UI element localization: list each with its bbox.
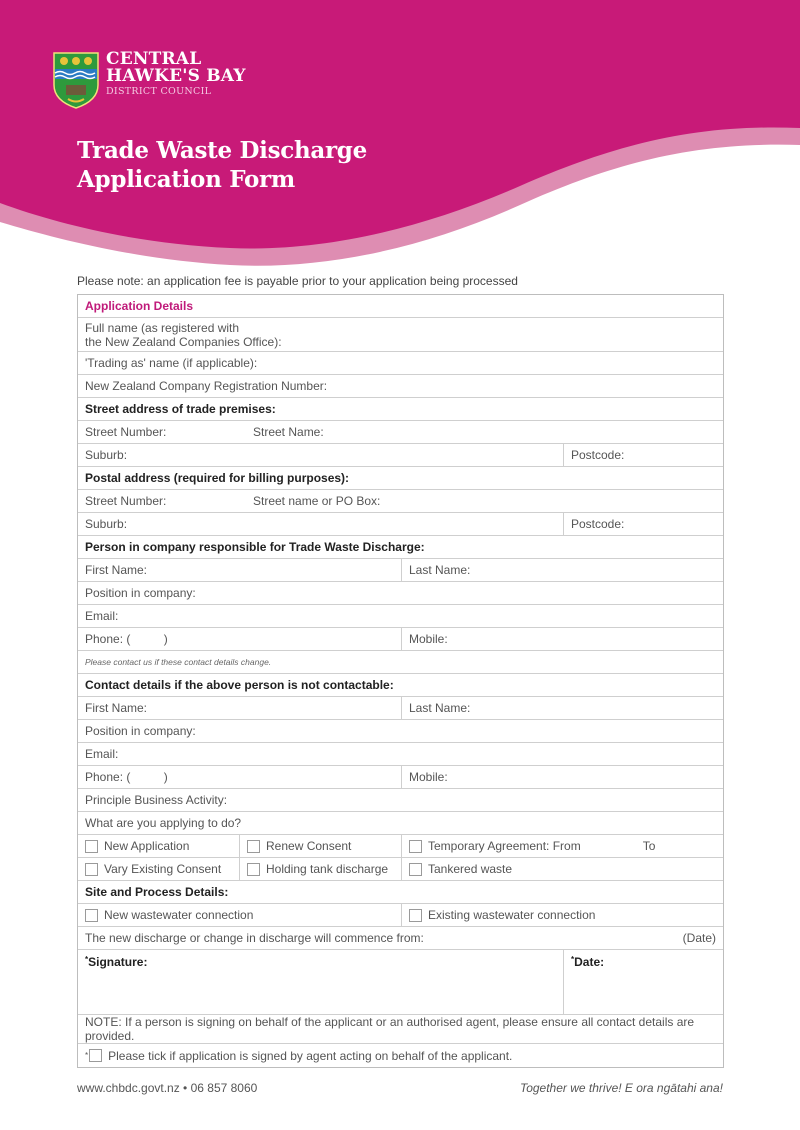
full-name-field[interactable] bbox=[78, 318, 723, 352]
council-logo bbox=[52, 51, 246, 109]
page-title bbox=[77, 136, 367, 194]
postal-street-number-field[interactable]: Street Number: bbox=[85, 494, 167, 508]
title-line2: Application Form bbox=[77, 166, 295, 193]
alt-position-field[interactable] bbox=[78, 720, 723, 743]
section-application-details bbox=[78, 295, 723, 318]
fee-note: Please note: an application fee is payable prior to your application being processed bbox=[77, 274, 518, 288]
street-name-field[interactable]: Street Name: bbox=[253, 425, 324, 439]
postal-postcode-field[interactable]: Postcode: bbox=[563, 513, 723, 535]
section-street-address bbox=[78, 398, 723, 421]
contact-change-note-row bbox=[78, 651, 723, 674]
postcode-field[interactable]: Postcode: bbox=[563, 444, 723, 466]
agent-tick-row bbox=[78, 1044, 723, 1067]
agent-tick-option[interactable]: * Please tick if application is signed by agent acting on behalf of the applicant. bbox=[85, 1048, 513, 1063]
company-registration-label: New Zealand Company Registration Number: bbox=[85, 379, 328, 393]
alternate-phone-row bbox=[78, 766, 723, 789]
section-heading: Postal address (required for billing purposes): bbox=[85, 471, 350, 485]
option-temporary-agreement[interactable]: Temporary Agreement: From To bbox=[401, 835, 723, 857]
contact-change-note: Please contact us if these contact details change. bbox=[85, 657, 272, 667]
checkbox[interactable] bbox=[85, 840, 98, 853]
checkbox[interactable] bbox=[409, 863, 422, 876]
email-label: Email: bbox=[85, 609, 119, 623]
full-name-label: Full name (as registered with the New Zealand Companies Office): bbox=[85, 321, 282, 349]
council-crest-icon bbox=[52, 51, 100, 109]
alt-position-label: Position in company: bbox=[85, 724, 196, 738]
applying-options-row-2 bbox=[78, 858, 723, 881]
applying-options-row-1 bbox=[78, 835, 723, 858]
postal-suburb-row bbox=[78, 513, 723, 536]
option-new-connection[interactable]: New wastewater connection bbox=[78, 904, 401, 926]
option-vary-consent[interactable]: Vary Existing Consent bbox=[78, 858, 239, 880]
checkbox[interactable] bbox=[409, 909, 422, 922]
section-responsible-person bbox=[78, 536, 723, 559]
connection-options-row bbox=[78, 904, 723, 927]
section-heading: Contact details if the above person is not contactable: bbox=[85, 678, 394, 692]
responsible-name-row bbox=[78, 559, 723, 582]
option-existing-connection[interactable]: Existing wastewater connection bbox=[401, 904, 723, 926]
postal-suburb-field[interactable]: Suburb: bbox=[85, 517, 128, 531]
checkbox[interactable] bbox=[89, 1049, 102, 1062]
alt-first-name-field[interactable]: First Name: bbox=[85, 701, 148, 715]
signature-field[interactable]: *Signature: bbox=[85, 955, 148, 969]
phone-field[interactable]: Phone: ( ) bbox=[85, 632, 168, 646]
commence-date-label: The new discharge or change in discharge will commence from: (Date) bbox=[85, 931, 716, 945]
agent-note: NOTE: If a person is signing on behalf of the applicant or an authorised agent, please ensure all contact details are provided. bbox=[85, 1015, 695, 1043]
section-heading: Site and Process Details: bbox=[85, 885, 229, 899]
org-name-line3: DISTRICT COUNCIL bbox=[106, 86, 212, 97]
street-suburb-row bbox=[78, 444, 723, 467]
alt-mobile-field[interactable]: Mobile: bbox=[401, 766, 723, 788]
section-site-process bbox=[78, 881, 723, 904]
alt-email-label: Email: bbox=[85, 747, 119, 761]
position-field[interactable] bbox=[78, 582, 723, 605]
option-tankered-waste[interactable]: Tankered waste bbox=[401, 858, 723, 880]
signature-date-field[interactable]: *Date: bbox=[563, 950, 723, 1014]
option-new-application[interactable]: New Application bbox=[78, 835, 239, 857]
first-name-field[interactable]: First Name: bbox=[85, 563, 148, 577]
business-activity-field[interactable] bbox=[78, 789, 723, 812]
section-postal-address bbox=[78, 467, 723, 490]
date-hint: (Date) bbox=[682, 931, 716, 945]
street-number-field[interactable]: Street Number: bbox=[85, 425, 167, 439]
checkbox[interactable] bbox=[409, 840, 422, 853]
signature-row bbox=[78, 950, 723, 1015]
org-name-line2: HAWKE'S BAY bbox=[106, 66, 246, 86]
application-form bbox=[77, 294, 724, 1068]
mobile-field[interactable]: Mobile: bbox=[401, 628, 723, 650]
option-holding-tank[interactable]: Holding tank discharge bbox=[239, 858, 401, 880]
company-registration-field[interactable] bbox=[78, 375, 723, 398]
section-heading: Person in company responsible for Trade Waste Discharge: bbox=[85, 540, 425, 554]
postal-address-row bbox=[78, 490, 723, 513]
last-name-field[interactable]: Last Name: bbox=[401, 559, 723, 581]
title-line1: Trade Waste Discharge bbox=[77, 137, 367, 164]
alt-email-field[interactable] bbox=[78, 743, 723, 766]
section-heading: Street address of trade premises: bbox=[85, 402, 276, 416]
street-address-row bbox=[78, 421, 723, 444]
trading-as-field[interactable] bbox=[78, 352, 723, 375]
alternate-name-row bbox=[78, 697, 723, 720]
applying-question: What are you applying to do? bbox=[85, 816, 242, 830]
alt-last-name-field[interactable]: Last Name: bbox=[401, 697, 723, 719]
org-name-line1: CENTRAL bbox=[106, 49, 202, 69]
responsible-phone-row bbox=[78, 628, 723, 651]
commence-date-field[interactable] bbox=[78, 927, 723, 950]
footer-contact: www.chbdc.govt.nz • 06 857 8060 bbox=[77, 1081, 258, 1095]
applying-question-row bbox=[78, 812, 723, 835]
temporary-to-label: To bbox=[642, 839, 656, 853]
option-renew-consent[interactable]: Renew Consent bbox=[239, 835, 401, 857]
agent-note-row bbox=[78, 1015, 723, 1044]
alt-phone-field[interactable]: Phone: ( ) bbox=[85, 770, 168, 784]
checkbox[interactable] bbox=[85, 863, 98, 876]
business-activity-label: Principle Business Activity: bbox=[85, 793, 228, 807]
trading-as-label: 'Trading as' name (if applicable): bbox=[85, 356, 258, 370]
section-heading: Application Details bbox=[85, 299, 194, 313]
email-field[interactable] bbox=[78, 605, 723, 628]
postal-street-name-field[interactable]: Street name or PO Box: bbox=[253, 494, 381, 508]
section-alternate-contact bbox=[78, 674, 723, 697]
checkbox[interactable] bbox=[85, 909, 98, 922]
suburb-field[interactable]: Suburb: bbox=[85, 448, 128, 462]
footer-slogan: Together we thrive! E ora ngātahi ana! bbox=[519, 1081, 723, 1095]
checkbox[interactable] bbox=[247, 863, 260, 876]
checkbox[interactable] bbox=[247, 840, 260, 853]
position-label: Position in company: bbox=[85, 586, 196, 600]
